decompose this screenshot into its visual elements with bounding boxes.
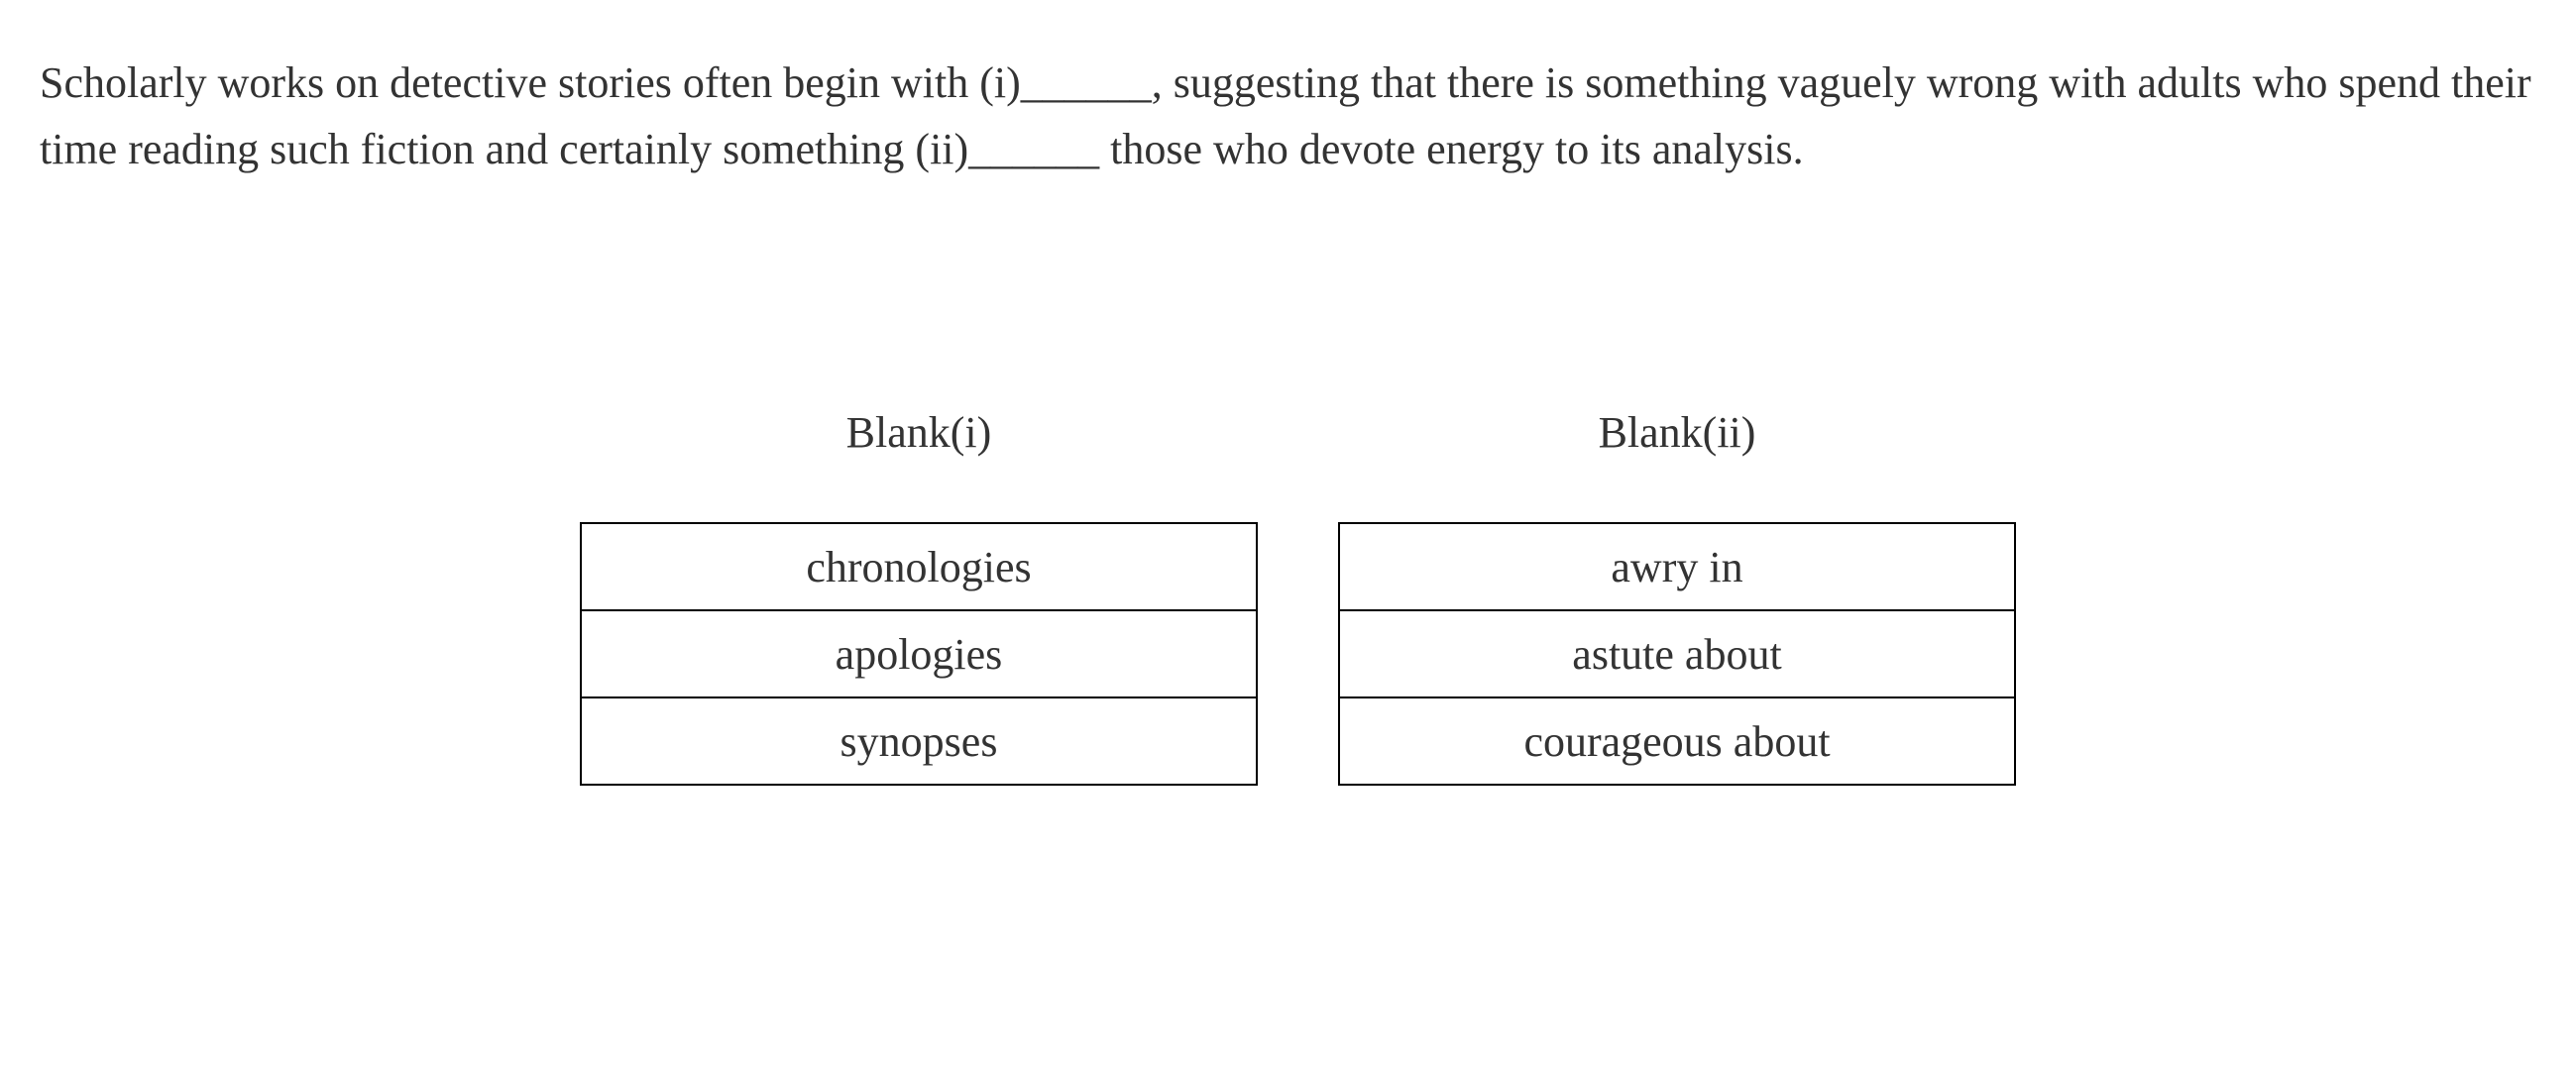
option-courageous-about[interactable]: courageous about <box>1339 697 2015 785</box>
option-chronologies[interactable]: chronologies <box>581 523 1257 610</box>
blank-i-options <box>580 522 1258 786</box>
question-text: Scholarly works on detective stories often begin with (i)______, suggesting that there is something vaguely wrong with adults who spend their time reading such fiction and certainly something (ii)______ those who devote energy to its analysis. <box>40 58 2531 173</box>
option-apologies[interactable]: apologies <box>581 610 1257 697</box>
blank-i-column <box>580 396 1258 766</box>
option-awry-in[interactable]: awry in <box>1339 523 2015 610</box>
blank-ii-options <box>1338 522 2016 786</box>
option-astute-about[interactable]: astute about <box>1339 610 2015 697</box>
blank-ii-column <box>1338 396 2016 766</box>
blank-i-heading: Blank(i) <box>845 408 992 457</box>
option-synopses[interactable]: synopses <box>581 697 1257 785</box>
blank-ii-heading: Blank(ii) <box>1598 408 1756 457</box>
